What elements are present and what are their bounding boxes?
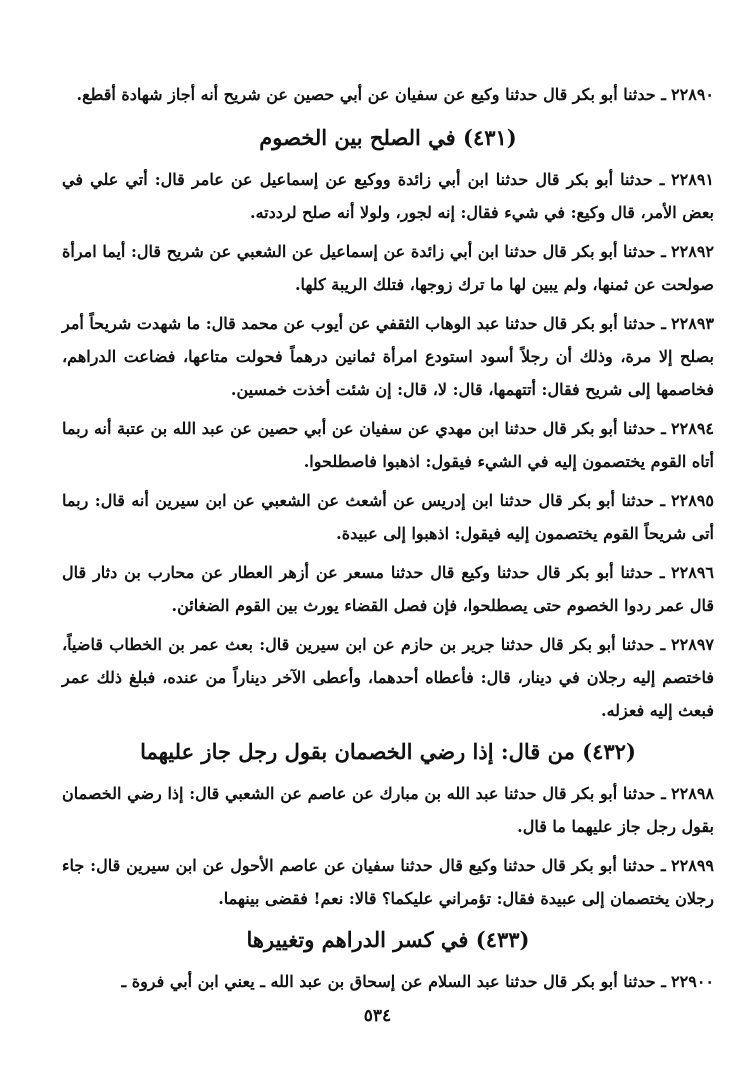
hadith-text: ـ حدثنا أبو بكر قال حدثنا وكيع قال حدثنا سفيان عن عاصم الأحول عن ابن سيرين قال: جاء رجلان يختصمان إلى عبيدة فقال: تؤمراني عليكما؟ قالا: نعم! فقضى بينهما.: [62, 856, 714, 908]
hadith-text: ـ حدثنا أبو بكر قال حدثنا ابن إدريس عن أشعث عن الشعبي عن ابن سيرين أنه قال: ربما أتى شريحاً القوم يختصمون إليه فيقول: اذهبوا إلى عبيدة.: [62, 491, 714, 543]
chapter-heading-433: (٤٣٣) في كسر الدراهم وتغييرها: [246, 927, 530, 952]
hadith-22896: [62, 556, 714, 622]
hadith-number: ٢٢٨٩٤: [671, 419, 715, 438]
hadith-22893: [62, 307, 714, 406]
hadith-22900: [62, 965, 714, 998]
hadith-number: ٢٢٨٩١: [671, 170, 714, 189]
hadith-number: ٢٢٨٩٦: [671, 563, 714, 582]
hadith-text: ـ حدثنا أبو بكر قال حدثنا عبد الوهاب الثقفي عن أيوب عن محمد قال: ما شهدت شريحاً أمر بصلح إلا مرة، وذلك أن رجلاً أسود استودع امرأة ثمانين درهماً فحولت متاعها، فضاعت الدراهم، فخاصمها إلى شريح فقال: أتتهمها، قال: لا، قال: إن شئت أخذت خمسين.: [62, 314, 714, 399]
hadith-text: ـ حدثنا أبو بكر قال حدثنا ابن مهدي عن سفيان عن أبي حصين عن عبد الله بن عتبة أنه ربما أتاه القوم يختصمون إليه في الشيء فيقول: اذهبوا فاصطلحوا.: [62, 419, 714, 471]
hadith-text: ـ حدثنا أبو بكر قال حدثنا وكيع قال حدثنا مسعر عن أزهر العطار عن محارب بن دثار قال قال عمر ردوا الخصوم حتى يصطلحوا، فإن فصل القضاء يورث بين القوم الضغائن.: [62, 563, 714, 615]
hadith-22890: [62, 78, 714, 111]
hadith-number: ٢٢٨٩٢: [671, 242, 715, 261]
hadith-number: ٢٢٨٩٩: [671, 856, 714, 875]
hadith-number: ٢٢٨٩٨: [671, 784, 714, 803]
hadith-text: ـ حدثنا أبو بكر قال حدثنا جرير بن حازم عن ابن سيرين قال: بعث عمر بن الخطاب قاضياً، فاختصم إليه رجلان في دينار، قال: فأعطاه أحدهما، وأعطى الآخر ديناراً من عنده، فبلغ ذلك عمر فبعث إليه فعزله.: [62, 635, 714, 720]
page-text: [62, 78, 714, 1004]
chapter-heading-432: (٤٣٢) من قال: إذا رضي الخصمان بقول رجل جاز عليهما: [140, 739, 636, 764]
hadith-22895: [62, 484, 714, 550]
hadith-text: ـ حدثنا أبو بكر قال حدثنا عبد السلام عن إسحاق بن عبد الله ـ يعني ابن أبي فروة ـ: [121, 972, 666, 991]
hadith-22892: [62, 235, 714, 301]
hadith-number: ٢٢٨٩٣: [671, 314, 714, 333]
hadith-22891: [62, 163, 714, 229]
hadith-22894: [62, 412, 714, 478]
hadith-22898: [62, 777, 714, 843]
hadith-text: ـ حدثنا أبو بكر قال حدثنا ابن أبي زائدة عن إسماعيل عن الشعبي عن شريح قال: أيما امرأة صولحت عن ثمنها، ولم يبين لها ما ترك زوجها، فتلك الريبة كلها.: [62, 242, 714, 294]
hadith-text: ـ حدثنا أبو بكر قال حدثنا عبد الله بن مبارك عن عاصم عن الشعبي قال: إذا رضي الخصمان بقول رجل جاز عليهما ما قال.: [62, 784, 714, 836]
page-number: ٥٣٤: [363, 1006, 392, 1026]
hadith-number: ٢٢٩٠٠: [671, 972, 714, 991]
chapter-heading-431: (٤٣١) في الصلح بين الخصوم: [259, 125, 517, 150]
hadith-number: ٢٢٨٩٠: [671, 85, 714, 104]
hadith-22899: [62, 849, 714, 915]
hadith-text: ـ حدثنا أبو بكر قال حدثنا ابن أبي زائدة ووكيع عن إسماعيل عن عامر قال: أتي علي في بعض الأمر، قال وكيع: في شيء فقال: إنه لجور، ولولا أنه صلح لرددته.: [62, 170, 714, 222]
hadith-number: ٢٢٨٩٥: [671, 491, 714, 510]
hadith-text: ـ حدثنا أبو بكر قال حدثنا وكيع عن سفيان عن أبي حصين عن شريح أنه أجاز شهادة أقطع.: [76, 85, 666, 104]
hadith-22897: [62, 628, 714, 727]
hadith-number: ٢٢٨٩٧: [671, 635, 714, 654]
